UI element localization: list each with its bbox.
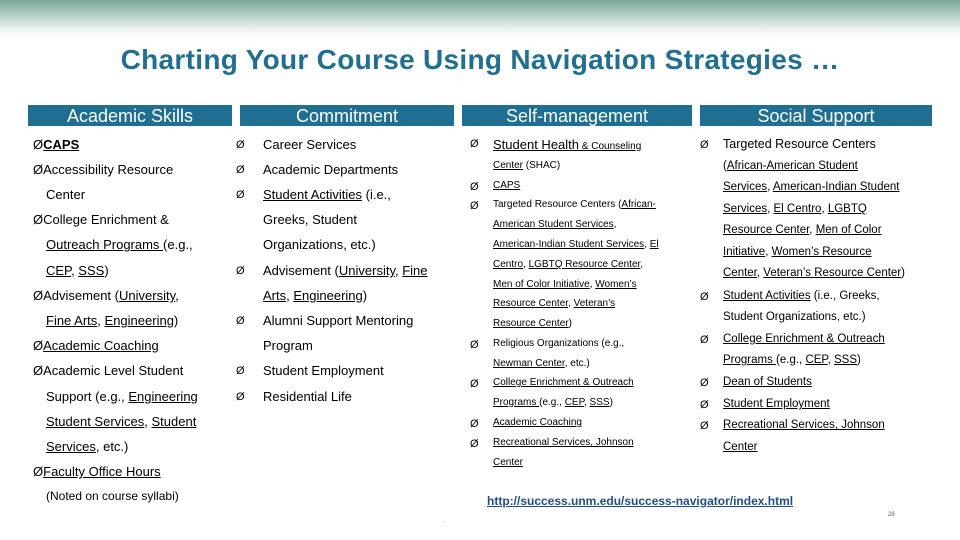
american-indian-link[interactable]: American-Indian Student: [772, 181, 900, 193]
list-item: ØFaculty Office Hours: [33, 464, 161, 479]
header-commitment: Commitment: [240, 105, 454, 126]
student-employment-link[interactable]: Student Employment: [723, 398, 830, 410]
list-item-cont: Center: [46, 187, 86, 202]
veterans-link[interactable]: Veteran’s: [573, 298, 616, 309]
lgbtq-link[interactable]: LGBTQ: [827, 203, 867, 215]
bullet-marker: Ø: [700, 377, 709, 389]
centro-link[interactable]: Centro: [493, 259, 524, 270]
resource-center-link[interactable]: Resource Center: [723, 224, 810, 236]
programs-link[interactable]: Programs: [493, 397, 540, 408]
college-enrichment-link[interactable]: College Enrichment & Outreach: [723, 333, 885, 345]
list-item-cont: Services, El Centro, LGBTQ: [723, 203, 867, 215]
list-item-cont: Resource Center): [493, 318, 572, 329]
outreach-programs-link[interactable]: Outreach Programs: [46, 237, 164, 252]
list-item-cont: Services, American-Indian Student: [723, 181, 900, 193]
services-link[interactable]: Services: [46, 439, 96, 454]
college-enrichment-link[interactable]: College Enrichment & Outreach: [493, 377, 634, 388]
womens-resource-link[interactable]: Women’s Resource: [771, 246, 872, 258]
initiative-link[interactable]: Initiative: [723, 246, 766, 258]
bullet-marker: Ø: [236, 164, 245, 176]
list-item-cont: Student Services, Student: [46, 414, 197, 429]
fine-link[interactable]: Fine: [402, 263, 428, 278]
student-link[interactable]: Student: [151, 414, 197, 429]
caps-link[interactable]: CAPS: [43, 137, 80, 152]
resource-center-link[interactable]: Resource Center: [493, 298, 569, 309]
divider-dot: -: [443, 519, 445, 525]
list-item: ØAccessibility Resource: [33, 162, 174, 177]
list-item-cont: Programs (e.g., CEP, SSS): [493, 397, 613, 408]
alumni-mentoring-link-cont[interactable]: Program: [263, 338, 313, 353]
bullet-marker: Ø: [236, 315, 245, 327]
bullet-marker: Ø: [470, 339, 479, 351]
faculty-office-hours-link[interactable]: Faculty Office Hours: [43, 464, 161, 479]
list-item-cont: Organizations, etc.): [263, 237, 376, 252]
bullet-marker: Ø: [236, 391, 245, 403]
student-health-link[interactable]: Student Health: [493, 137, 580, 152]
list-item-cont: Newman Center, etc.): [493, 358, 590, 369]
sss-link[interactable]: SSS: [834, 354, 858, 366]
el-centro-link[interactable]: El Centro: [773, 203, 822, 215]
list-item: Targeted Resource Centers: [723, 137, 876, 151]
services-link[interactable]: Services: [723, 181, 768, 193]
list-item-cont: Resource Center, Veteran’s: [493, 298, 616, 309]
bullet-marker: Ø: [700, 420, 709, 432]
university-link[interactable]: University: [338, 263, 395, 278]
johnson-center-link[interactable]: Center: [723, 441, 758, 453]
list-item: ØAcademic Level Student: [33, 363, 184, 378]
engineering-student-services-link[interactable]: Engineering: [128, 389, 198, 404]
engineering-link[interactable]: Engineering: [104, 313, 174, 328]
men-of-color-link[interactable]: Men of Color Initiative: [493, 279, 590, 290]
list-item-cont: Student Organizations, etc.): [723, 311, 866, 323]
student-activities-link[interactable]: Student Activities: [263, 187, 362, 202]
list-item-cont: American-Indian Student Services, El: [493, 239, 659, 250]
womens-link[interactable]: Women’s: [595, 279, 637, 290]
african-link[interactable]: African-: [621, 199, 656, 210]
page-number: 28: [888, 512, 895, 518]
bullet-marker: Ø: [700, 291, 709, 303]
caps-link[interactable]: CAPS: [493, 180, 521, 191]
cep-link[interactable]: CEP: [46, 263, 72, 278]
resource-center-link[interactable]: Resource Center: [493, 318, 569, 329]
sss-link[interactable]: SSS: [78, 263, 105, 278]
bullet-marker: Ø: [236, 265, 245, 277]
african-american-link[interactable]: African-American Student: [726, 160, 858, 172]
list-item: ØAdvisement (University,: [33, 288, 179, 303]
student-employment-link[interactable]: Student Employment: [263, 363, 384, 378]
bullet-marker: Ø: [236, 139, 245, 151]
men-of-color-link[interactable]: Men of Color: [815, 224, 882, 236]
list-item-cont: Support (e.g., Engineering: [46, 389, 198, 404]
center-link[interactable]: Center: [493, 160, 524, 171]
list-item-cont: Center (SHAC): [493, 160, 561, 171]
header-social-support: Social Support: [700, 105, 932, 126]
services-link[interactable]: Services: [723, 203, 768, 215]
list-item-cont: (African-American Student: [723, 160, 858, 172]
list-item-cont: American Student Services,: [493, 219, 617, 230]
list-item-cont: Programs (e.g., CEP, SSS): [723, 354, 861, 366]
success-navigator-url[interactable]: http://success.unm.edu/success-navigator/index.html: [487, 494, 794, 508]
bullet-marker: Ø: [470, 418, 479, 430]
list-item-cont: Men of Color Initiative, Women’s: [493, 279, 637, 290]
list-item-cont: Center, Veteran’s Resource Center): [723, 267, 905, 279]
student-activities-link[interactable]: Student Activities: [723, 290, 811, 302]
list-item-note: (Noted on course syllabi): [46, 489, 179, 503]
list-item-cont: Resource Center, Men of Color: [723, 224, 882, 236]
list-item: Targeted Resource Centers (African-: [493, 199, 656, 210]
bullet-marker: Ø: [470, 181, 479, 193]
list-item-cont: Services, etc.): [46, 439, 129, 454]
bullet-marker: Ø: [470, 138, 479, 150]
newman-center-link[interactable]: Newman Center: [493, 358, 565, 369]
recreational-services-link[interactable]: Recreational Services, Johnson: [493, 437, 634, 448]
bullet-marker: Ø: [470, 378, 479, 390]
johnson-center-link[interactable]: Center: [493, 457, 524, 468]
list-item: Student Activities (i.e.,: [263, 187, 391, 202]
list-item: ØCAPS: [33, 137, 80, 152]
engineering-link[interactable]: Engineering: [293, 288, 363, 303]
bullet-marker: Ø: [236, 189, 245, 201]
header-academic-skills: Academic Skills: [28, 105, 232, 126]
list-item: Student Health & Counseling: [493, 137, 642, 152]
center-link[interactable]: Center: [723, 267, 757, 279]
bullet-marker: Ø: [236, 365, 245, 377]
programs-link[interactable]: Programs: [723, 354, 777, 366]
cep-link[interactable]: CEP: [805, 354, 828, 366]
recreational-services-link[interactable]: Recreational Services, Johnson: [723, 419, 885, 431]
list-item-cont: Initiative, Women’s Resource: [723, 246, 872, 258]
bullet-marker: Ø: [700, 139, 709, 151]
sss-link[interactable]: SSS: [589, 397, 610, 408]
list-item: Advisement (University, Fine: [263, 263, 428, 278]
alumni-mentoring-link[interactable]: Alumni Support Mentoring: [263, 313, 414, 328]
list-item: Student Activities (i.e., Greeks,: [723, 290, 880, 302]
list-item-cont: Arts, Engineering): [263, 288, 368, 303]
student-services-link[interactable]: Student Services: [46, 414, 145, 429]
page-title: Charting Your Course Using Navigation Strategies …: [120, 44, 840, 75]
african-american-services-link[interactable]: American Student Services: [493, 219, 614, 230]
bullet-marker: Ø: [700, 399, 709, 411]
bullet-marker: Ø: [700, 334, 709, 346]
residential-life-link[interactable]: Residential Life: [263, 389, 352, 404]
el-link[interactable]: El: [649, 239, 659, 250]
list-item-cont: Outreach Programs (e.g.,: [46, 237, 193, 252]
header-self-management: Self-management: [462, 105, 692, 126]
fine-arts-link[interactable]: Fine Arts: [46, 313, 98, 328]
american-indian-services-link[interactable]: American-Indian Student Services: [493, 239, 645, 250]
cep-link[interactable]: CEP: [564, 397, 584, 408]
top-banner: [0, 0, 960, 36]
academic-coaching-link[interactable]: Academic Coaching: [493, 417, 582, 428]
bullet-marker: Ø: [470, 200, 479, 212]
list-item: Religious Organizations (e.g.,: [493, 338, 625, 349]
arts-link[interactable]: Arts: [263, 288, 287, 303]
list-item-cont: Greeks, Student: [263, 212, 357, 227]
academic-coaching-link[interactable]: Academic Coaching: [43, 338, 159, 353]
academic-departments-link[interactable]: Academic Departments: [263, 162, 399, 177]
career-services-link[interactable]: Career Services: [263, 137, 357, 152]
list-item-cont: Centro, LGBTQ Resource Center,: [493, 259, 644, 270]
list-item-cont: CEP, SSS): [46, 263, 109, 278]
dean-of-students-link[interactable]: Dean of Students: [723, 376, 812, 388]
bullet-marker: Ø: [470, 438, 479, 450]
list-item-cont: Fine Arts, Engineering): [46, 313, 179, 328]
list-item: ØCollege Enrichment &: [33, 212, 169, 227]
list-item: ØAcademic Coaching: [33, 338, 159, 353]
veterans-center-link[interactable]: Veteran’s Resource Center: [763, 267, 902, 279]
university-link[interactable]: University: [119, 288, 176, 303]
lgbtq-center-link[interactable]: LGBTQ Resource Center: [528, 259, 641, 270]
